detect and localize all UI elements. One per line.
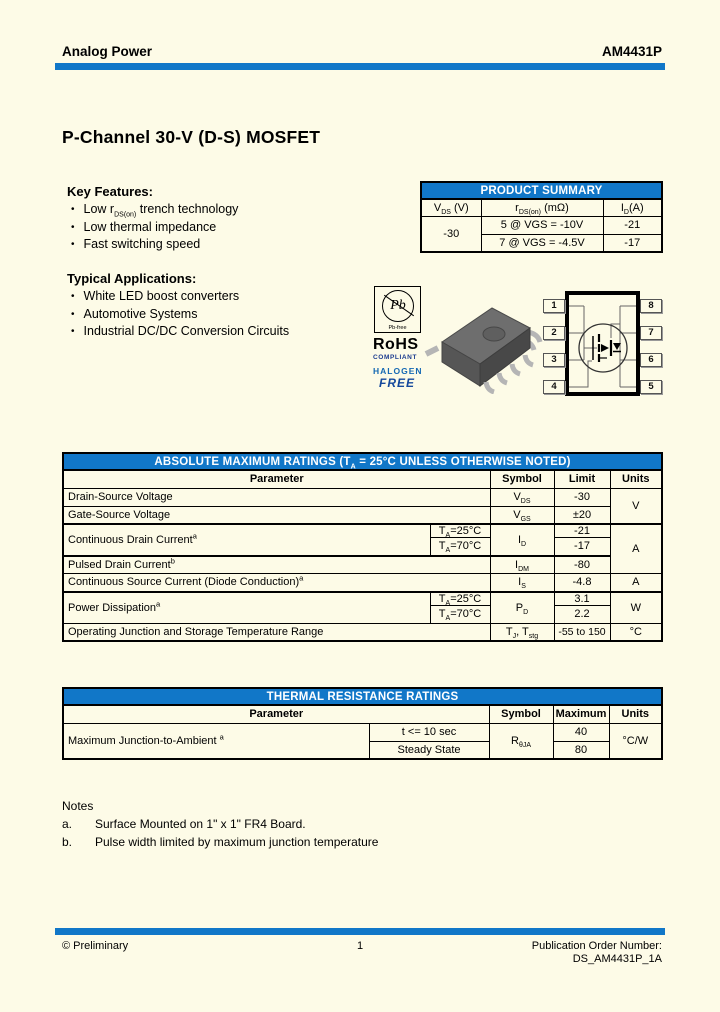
application-item <box>67 323 407 341</box>
note-label: b. <box>62 835 73 849</box>
cond-base: T <box>438 540 446 553</box>
application-text: • Automotive Systems <box>83 306 198 321</box>
amr-title-text: = 25°C UNLESS OTHERWISE NOTED) <box>355 455 571 468</box>
param-text: Power Dissipation <box>68 601 157 614</box>
param-text: Continuous Drain Current <box>68 533 193 546</box>
rds-unit: (mΩ) <box>541 201 569 214</box>
note-text: Surface Mounted on 1" x 1" FR4 Board. <box>95 817 306 831</box>
cond-text: =70°C <box>450 608 482 620</box>
publication-label: Publication Order Number: <box>531 940 662 952</box>
part-number: AM4431P <box>601 44 662 59</box>
sym-base: I <box>518 576 522 589</box>
amr-cond-id-25 <box>430 524 490 538</box>
product-summary-table <box>420 181 663 253</box>
rds-base: r <box>515 201 519 214</box>
amr-symbol-idm <box>490 556 554 574</box>
application-text: • Industrial DC/DC Conversion Circuits <box>83 324 290 338</box>
key-feature-item <box>67 219 407 237</box>
param-text: Continuous Source Current (Diode Conduction) <box>68 576 300 589</box>
pb-free-logo <box>374 286 421 333</box>
feature-text: trench technology <box>136 202 239 216</box>
pin-1-label: 1 <box>543 299 565 313</box>
page-title: P-Channel 30-V (D-S) MOSFET <box>62 127 321 147</box>
absolute-maximum-ratings-table <box>62 452 663 642</box>
rds-value-cell: 7 @ VGS = -4.5V <box>481 234 603 252</box>
amr-title <box>63 453 662 470</box>
pin-diagram <box>540 290 666 398</box>
header-rule <box>55 63 665 70</box>
amr-cond-id-70 <box>430 538 490 556</box>
cond-sub: A <box>445 599 451 605</box>
amr-symbol-tj <box>490 623 554 641</box>
thermal-max-1: 40 <box>553 723 609 741</box>
amr-limit-tj: -55 to 150 <box>554 623 610 641</box>
table-row <box>63 592 662 606</box>
amr-symbol-pd <box>490 592 554 624</box>
footer-copyright: © Preliminary <box>62 940 129 952</box>
sym-sub: D <box>521 540 527 548</box>
vds-base: V <box>433 201 442 214</box>
thermal-cond-1: t <= 10 sec <box>369 723 489 741</box>
sym-base: , T <box>516 625 529 638</box>
cond-sub: A <box>445 615 451 623</box>
sym-base: T <box>505 625 513 638</box>
thermal-header-symbol: Symbol <box>489 705 553 723</box>
table-row <box>63 623 662 641</box>
thermal-cond-2: Steady State <box>369 741 489 759</box>
id-unit: (A) <box>628 201 644 214</box>
amr-param-idm <box>63 556 490 574</box>
pb-free-caption: Pb-free <box>388 325 407 331</box>
publication-number: DS_AM4431P_1A <box>572 953 662 965</box>
id-value-cell: -21 <box>603 216 662 234</box>
rohs-compliant-label: COMPLIANT <box>373 354 418 361</box>
rohs-label: RoHS <box>373 336 419 353</box>
sym-sub: D <box>523 608 529 616</box>
amr-param-vgs: Gate-Source Voltage <box>63 506 490 524</box>
typical-applications-section <box>67 271 407 341</box>
note-ref: a <box>219 732 224 742</box>
amr-limit-pd-70: 2.2 <box>554 605 610 623</box>
amr-symbol-is <box>490 574 554 592</box>
id-value-cell: -17 <box>603 234 662 252</box>
company-name: Analog Power <box>62 44 153 59</box>
sym-base: V <box>513 508 521 521</box>
feature-text: Low r <box>83 202 115 216</box>
table-row <box>63 574 662 592</box>
vds-sub: DS <box>441 208 451 216</box>
key-feature-item <box>67 201 407 219</box>
sym-sub: GS <box>520 515 531 523</box>
pin-5-label: 5 <box>640 380 662 394</box>
amr-cond-pd-25 <box>430 592 490 606</box>
note-label: a. <box>62 817 73 831</box>
key-features-heading: Key Features: <box>67 184 153 199</box>
amr-param-id <box>63 524 430 556</box>
notes-section <box>62 797 542 851</box>
cond-text: =25°C <box>450 592 482 605</box>
sym-base: R <box>510 734 519 747</box>
key-feature-item <box>67 236 407 254</box>
note-item <box>62 815 542 833</box>
cond-base: T <box>438 608 446 620</box>
amr-units-v: V <box>610 488 662 524</box>
note-ref: a <box>156 598 161 608</box>
table-row <box>63 556 662 574</box>
cond-text: =70°C <box>450 540 482 553</box>
amr-limit-id-25: -21 <box>554 524 610 538</box>
pin-3-label: 3 <box>543 353 565 367</box>
note-ref: a <box>192 531 197 541</box>
table-row <box>63 723 662 741</box>
product-summary-title: PRODUCT SUMMARY <box>421 182 662 199</box>
sym-sub: DM <box>518 565 529 573</box>
amr-param-vds: Drain-Source Voltage <box>63 488 490 506</box>
sym-base: I <box>517 533 521 546</box>
thermal-header-maximum: Maximum <box>553 705 609 723</box>
amr-limit-vds: -30 <box>554 488 610 506</box>
footer-publication <box>532 940 662 966</box>
thermal-param <box>63 723 369 759</box>
amr-limit-is: -4.8 <box>554 574 610 592</box>
notes-heading: Notes <box>62 799 94 813</box>
sym-base: I <box>515 558 519 571</box>
feature-sub: DS(on) <box>114 211 137 219</box>
note-ref: a <box>299 573 304 583</box>
pin-8-label: 8 <box>640 299 662 313</box>
amr-header-parameter: Parameter <box>63 470 490 488</box>
application-item <box>67 288 407 306</box>
cond-sub: A <box>445 532 451 538</box>
sym-base: V <box>513 491 521 503</box>
amr-units-is: A <box>610 574 662 592</box>
amr-header-limit: Limit <box>554 470 610 488</box>
halogen-free-label: FREE <box>379 376 416 390</box>
vds-value-cell: -30 <box>421 216 481 252</box>
amr-param-pd <box>63 592 430 624</box>
id-base: I <box>620 201 624 214</box>
pb-free-circle-icon: Pb <box>382 290 414 322</box>
amr-param-is <box>63 574 490 592</box>
note-text: Pulse width limited by maximum junction temperature <box>95 835 379 849</box>
pin-2-label: 2 <box>543 326 565 340</box>
typical-applications-heading: Typical Applications: <box>67 271 197 286</box>
thermal-resistance-table <box>62 687 663 760</box>
amr-title-text: ABSOLUTE MAXIMUM RATINGS (T <box>154 455 351 468</box>
note-item <box>62 833 542 851</box>
amr-units-w: W <box>610 592 662 624</box>
key-features-section <box>67 184 407 254</box>
amr-limit-vgs: ±20 <box>554 506 610 524</box>
rds-sub: DS(on) <box>518 208 542 216</box>
cond-sub: A <box>445 547 451 555</box>
feature-text: • Fast switching speed <box>83 237 201 251</box>
cond-base: T <box>438 525 446 537</box>
so8-package-icon <box>422 292 544 394</box>
param-text: Maximum Junction-to-Ambient <box>68 734 217 747</box>
amr-units-a: A <box>610 524 662 574</box>
col-header-id <box>603 199 662 216</box>
sym-sub: DS <box>520 498 531 506</box>
amr-limit-id-70: -17 <box>554 538 610 556</box>
param-text: Pulsed Drain Current <box>68 558 171 571</box>
amr-symbol-id <box>490 524 554 556</box>
thermal-title: THERMAL RESISTANCE RATINGS <box>63 688 662 705</box>
footer-page-number: 1 <box>356 940 364 952</box>
note-ref: b <box>170 556 175 566</box>
footer-rule <box>55 928 665 935</box>
table-row <box>63 524 662 538</box>
application-item <box>67 306 407 324</box>
feature-text: • Low thermal impedance <box>83 219 217 234</box>
package-image <box>422 292 544 399</box>
id-sub: D <box>623 208 629 216</box>
pin-4-label: 4 <box>543 380 565 394</box>
sym-sub: S <box>521 583 526 591</box>
amr-units-c: °C <box>610 623 662 641</box>
amr-symbol-vgs <box>490 506 554 524</box>
amr-title-sub: A <box>350 462 356 470</box>
amr-symbol-vds <box>490 488 554 506</box>
col-header-rds <box>481 199 603 216</box>
sym-sub: J <box>512 632 517 640</box>
sym-sub: θJA <box>518 741 531 749</box>
table-row <box>63 488 662 506</box>
amr-limit-idm: -80 <box>554 556 610 574</box>
vds-unit: (V) <box>450 201 469 214</box>
thermal-symbol <box>489 723 553 759</box>
pin-6-label: 6 <box>640 353 662 367</box>
amr-header-symbol: Symbol <box>490 470 554 488</box>
rds-value-cell: 5 @ VGS = -10V <box>481 216 603 234</box>
halogen-label: HALOGEN <box>373 366 423 376</box>
col-header-vds <box>421 199 481 216</box>
application-text: • White LED boost converters <box>83 289 240 303</box>
cond-text: =25°C <box>450 525 482 537</box>
table-row <box>63 506 662 524</box>
thermal-max-2: 80 <box>553 741 609 759</box>
thermal-header-parameter: Parameter <box>63 705 489 723</box>
thermal-header-units: Units <box>609 705 662 723</box>
amr-header-units: Units <box>610 470 662 488</box>
cond-base: T <box>438 592 446 605</box>
amr-param-tj: Operating Junction and Storage Temperature Range <box>63 623 490 641</box>
pin-7-label: 7 <box>640 326 662 340</box>
amr-limit-pd-25: 3.1 <box>554 592 610 606</box>
sym-base: P <box>515 601 524 614</box>
thermal-units: °C/W <box>609 723 662 759</box>
sym-sub: stg <box>528 632 539 640</box>
amr-cond-pd-70 <box>430 605 490 623</box>
